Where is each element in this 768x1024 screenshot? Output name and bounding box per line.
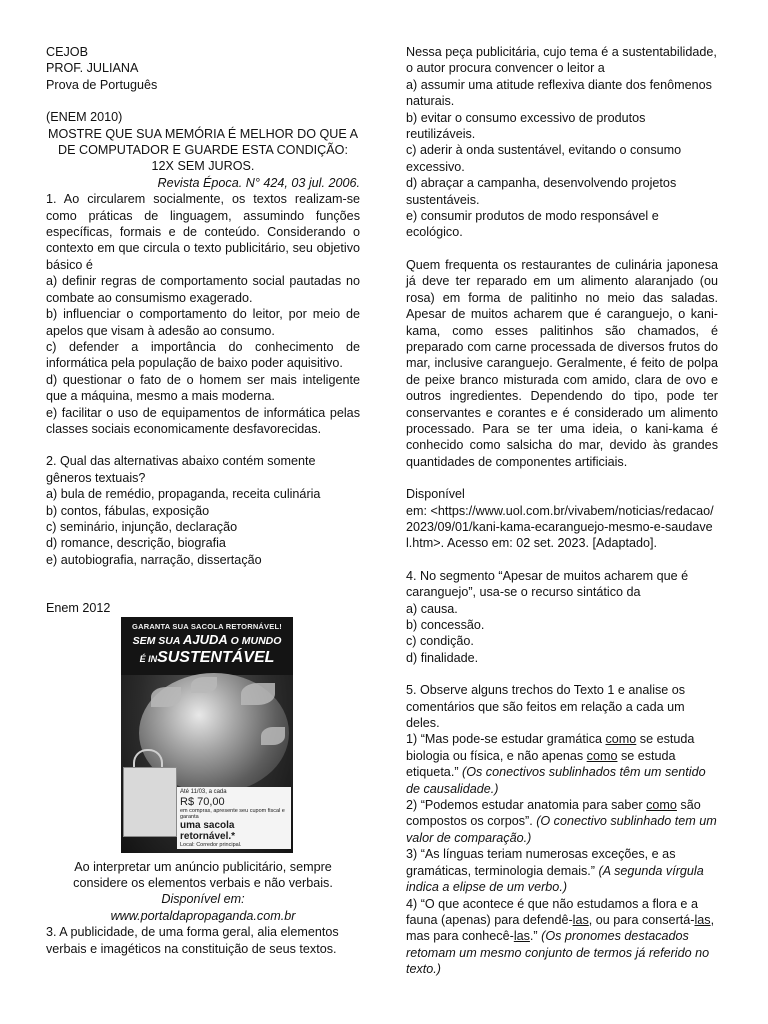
question-3-option-b: b) evitar o consumo excessivo de produtos reutilizáveis. — [406, 110, 646, 142]
question-1-option-e: e) facilitar o uso de equipamentos de informática pelas classes sociais economicamente desfavorecidas. — [46, 405, 360, 436]
ad-slogan: É INSUSTENTÁVEL — [139, 648, 275, 666]
question-4-stem: 4. No segmento “Apesar de muitos acharem que é caranguejo”, usa-se o recurso sintático da — [406, 568, 689, 600]
question-2-option-d: d) romance, descrição, biografia — [46, 536, 226, 551]
leaf-icon — [151, 687, 181, 707]
quote-source: Revista Época. N° 424, 03 jul. 2006. — [157, 175, 360, 190]
question-1-option-d: d) questionar o fato de o homem ser mais inteligente que a máquina, mesmo a mais moderna. — [46, 372, 360, 404]
question-1-stem: 1. Ao circularem socialmente, os textos realizam-se como práticas de linguagem, assumindo funções específicas, formais e de conteúdo. Considerando o contexto em que circula o texto publicitário, seu objetivo básico é — [46, 192, 360, 272]
question-4-option-d: d) finalidade. — [406, 650, 479, 665]
question-2-option-e: e) autobiografia, narração, dissertação — [46, 552, 262, 567]
question-1-option-a: a) definir regras de comportamento social pautadas no combate ao consumismo exagerado. — [46, 274, 360, 305]
leaf-icon — [241, 683, 275, 705]
question-3-option-c: c) aderir à onda sustentável, evitando o consumo excessivo. — [406, 143, 682, 174]
ad-promo-box: Até 11/03, a cada R$ 70,00 em compras, apresente seu cupom fiscal e garanta uma sacola retornável.* Local: Corredor principal. — [177, 787, 291, 849]
question-3-continuation: Nessa peça publicitária, cujo tema é a sustentabilidade, o autor procura convencer o leitor a — [406, 45, 717, 76]
left-column — [46, 44, 360, 957]
exam-title: Prova de Português — [46, 77, 158, 92]
leaf-icon — [261, 727, 285, 745]
school-name: CEJOB — [46, 45, 88, 59]
question-4-option-b: b) concessão. — [406, 618, 485, 632]
question-2-option-c: c) seminário, injunção, declaração — [46, 519, 238, 534]
kanikama-source-label: Disponível — [406, 487, 465, 502]
kanikama-source-url: em: <https://www.uol.com.br/vivabem/noticias/redacao/2023/09/01/kani-kama-ecaranguejo-mesmo-e-saudavel.htm>. Acesso em: 02 set. 2023. [Adaptado]. — [406, 503, 714, 551]
teacher-name: PROF. JULIANA — [46, 61, 139, 76]
question-2-stem: 2. Qual das alternativas abaixo contém somente gêneros textuais? — [46, 454, 316, 485]
question-5-stem: 5. Observe alguns trechos do Texto 1 e analise os comentários que são feitos em relação a cada um deles. — [406, 683, 686, 731]
sustainability-ad-image — [121, 617, 293, 853]
ad-caption: Ao interpretar um anúncio publicitário, sempre considere os elementos verbais e não verbais. — [73, 859, 333, 890]
question-3-stem: 3. A publicidade, de uma forma geral, alia elementos verbais e imagéticos na constituição de seus textos. — [46, 925, 339, 956]
question-5-item-1: 1) “Mas pode-se estudar gramática como se estuda biologia ou física, e não apenas como se estuda etiqueta.” (Os conectivos sublinhados têm um sentido de causalidade.) — [406, 732, 706, 796]
question-5-item-2: 2) “Podemos estudar anatomia para saber como são compostos os corpos”. (O conectivo sublinhado tem um valor de comparação.) — [406, 798, 717, 845]
question-3-option-a: a) assumir uma atitude reflexiva diante dos fenômenos naturais. — [406, 77, 712, 109]
ad-headline: GARANTA SUA SACOLA RETORNÁVEL! — [132, 621, 282, 631]
ad-caption-source-label: Disponível em: — [161, 892, 245, 907]
leaf-icon — [191, 677, 217, 693]
ad-caption-source-url: www.portaldapropaganda.com.br — [110, 908, 296, 923]
question-1-option-c: c) defender a importância do conhecimento de informática pela população de baixo poder aquisitivo. — [46, 339, 360, 371]
right-column — [406, 44, 718, 978]
ad-subheadline: SEM SUA AJUDA O MUNDO — [132, 631, 282, 647]
question-2-option-a: a) bula de remédio, propaganda, receita culinária — [46, 487, 321, 502]
question-2-option-b: b) contos, fábulas, exposição — [46, 503, 210, 518]
question-1-option-b: b) influenciar o comportamento do leitor, por meio de apelos que visam à adesão ao consumo. — [46, 307, 360, 338]
enem-2012-label: Enem 2012 — [46, 601, 111, 616]
enem-2010-label: (ENEM 2010) — [46, 110, 123, 125]
question-4-option-c: c) condição. — [406, 634, 474, 649]
question-3-option-e: e) consumir produtos de modo responsável e ecológico. — [406, 209, 659, 240]
ad-quote: MOSTRE QUE SUA MEMÓRIA É MELHOR DO QUE A DE COMPUTADOR E GUARDE ESTA CONDIÇÃO: 12X SEM JUROS. — [48, 126, 358, 174]
question-4-option-a: a) causa. — [406, 601, 458, 616]
question-5-item-4: 4) “O que acontece é que não estudamos a flora e a fauna (apenas) para defendê-las, ou para consertá-las, mas para conhecê-las.” (Os pronomes destacados retomam um mesmo conjunto de termos já referido no texto.) — [406, 896, 715, 977]
question-5-item-3: 3) “As línguas teriam numerosas exceções, e as gramáticas, terminologia demais.” (A segunda vírgula indica a elipse de um verbo.) — [406, 847, 704, 895]
kanikama-text: Quem frequenta os restaurantes de culinária japonesa já deve ter reparado em um alimento alaranjado (ou rosa) em forma de palitinho no meio das saladas. Apesar de muitos acharem que é caranguejo, o kani-kama, como esses palitinhos são chamados, é preparado com carne processada de diversos frutos do mar, inclusive caranguejo. Geralmente, é feito de polpa de peixe branco misturada com amido, clara de ovo e outros ingredientes. Dependendo do tipo, pode ter conservantes e corantes e é considerado um alimento processado. Para se ter uma ideia, o kani-kama é conhecido como salsicha do mar, devido às grandes quantidades de componentes artificiais. — [406, 257, 718, 469]
shopping-bag-icon — [123, 767, 177, 837]
question-3-option-d: d) abraçar a campanha, desenvolvendo projetos sustentáveis. — [406, 176, 677, 207]
